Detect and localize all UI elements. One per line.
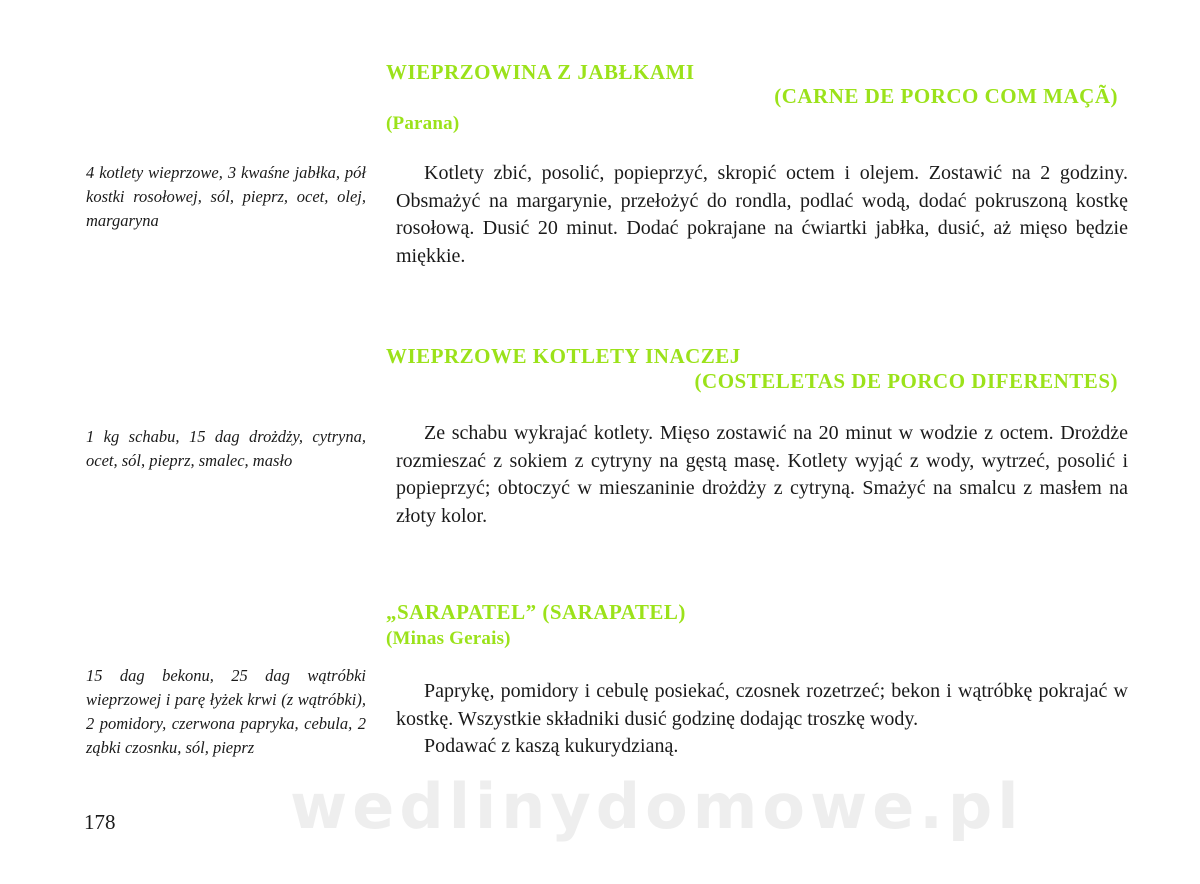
- recipe-2-title: WIEPRZOWE KOTLETY INACZEJ: [386, 344, 741, 368]
- recipe-2-paragraph: Ze schabu wykrajać kotlety. Mięso zostawić na 20 minut w wodzie z octem. Drożdże rozmieszać z sokiem z cytryny na gęstą masę. Kotlety wyjąć z wody, wytrzeć, posolić i popieprzyć; obtoczyć w mieszaninie drożdży z cytryną. Smażyć na smalcu z masłem na złoty kolor.: [396, 422, 1128, 527]
- recipe-1-paragraph: Kotlety zbić, posolić, popieprzyć, skropić octem i olejem. Zostawić na 2 godziny. Obsmażyć na margarynie, przełożyć do rondla, podlać wodą, dodać pokruszoną kostkę rosołową. Dusić 20 minut. Dodać pokrajane na ćwiartki jabłka, dusić, aż mięso będzie miękkie.: [396, 162, 1128, 267]
- recipe-3-ingredients: 15 dag bekonu, 25 dag wątróbki wieprzowej i parę łyżek krwi (z wątróbki), 2 pomidory, czerwona papryka, cebula, 2 ząbki czosnku, sól, pieprz: [86, 666, 366, 757]
- recipe-2-ingredients: 1 kg schabu, 15 dag drożdży, cytryna, ocet, sól, pieprz, smalec, masło: [86, 427, 366, 470]
- recipe-1-region: (Parana): [386, 113, 460, 134]
- recipe-3-title: „SARAPATEL” (SARAPATEL): [386, 600, 686, 624]
- recipe-2-subtitle: (COSTELETAS DE PORCO DIFERENTES): [694, 369, 1118, 393]
- recipe-1-subtitle: (CARNE DE PORCO COM MAÇÃ): [774, 84, 1118, 108]
- page-number: 178: [84, 810, 116, 834]
- recipe-2-instructions: [396, 420, 1128, 530]
- watermark: wedlinydomowe.pl: [290, 770, 1024, 843]
- recipe-1-title: WIEPRZOWINA Z JABŁKAMI: [386, 60, 695, 84]
- recipe-3-instructions: [396, 678, 1128, 761]
- recipe-3-paragraph-1: Paprykę, pomidory i cebulę posiekać, czosnek rozetrzeć; bekon i wątróbkę pokrajać w kostkę. Wszystkie składniki dusić godzinę dodając troszkę wody.: [396, 680, 1128, 730]
- recipe-3-region: (Minas Gerais): [386, 628, 511, 649]
- recipe-1-ingredients: 4 kotlety wieprzowe, 3 kwaśne jabłka, pół kostki rosołowej, sól, pieprz, ocet, olej, margaryna: [86, 163, 366, 230]
- recipe-3-paragraph-2: Podawać z kaszą kukurydzianą.: [424, 735, 679, 757]
- recipe-1-instructions: [396, 160, 1128, 270]
